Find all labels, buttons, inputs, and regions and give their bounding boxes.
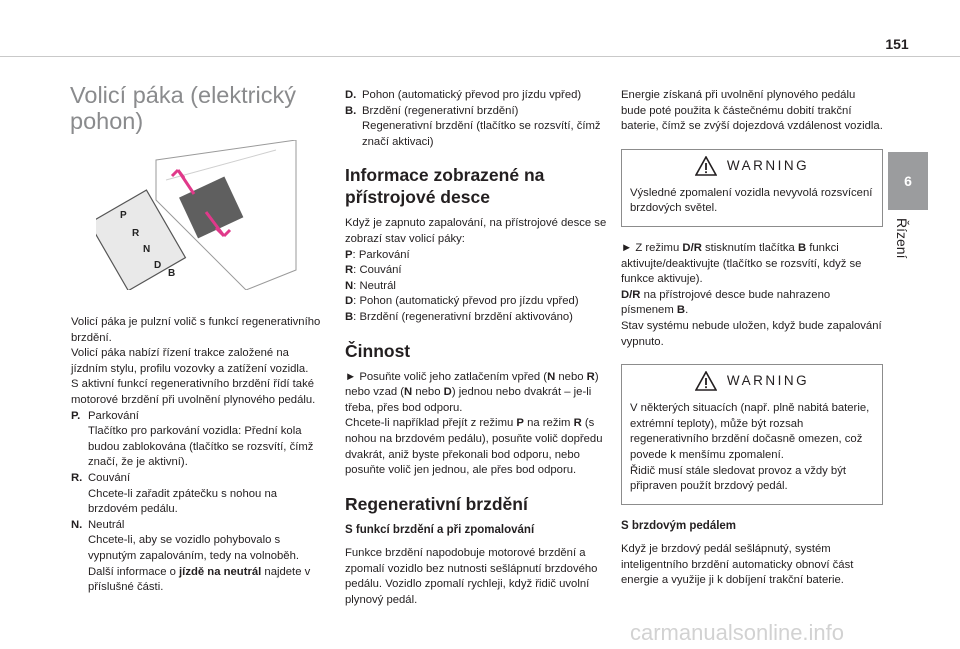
state-d bbox=[345, 294, 607, 310]
regen-text: Funkce brzdění napodobuje motorové brzdění a zpomalí vozidlo bez nutnosti sešlápnutí brzdového pedálu. Vozidlo zpomalí rychleji, když řidič uvolní plynový pedál. bbox=[345, 547, 598, 607]
state-text: : Parkování bbox=[352, 248, 410, 261]
intro-1: Volicí páka je pulzní volič s funkcí regenerativního brzdění. bbox=[71, 316, 321, 344]
state-r bbox=[345, 263, 607, 279]
gear-selector-svg bbox=[96, 140, 306, 290]
item-key: R. bbox=[71, 471, 83, 484]
item-title: Couvání bbox=[88, 471, 131, 484]
label-r: R bbox=[132, 228, 140, 239]
item-key: D. bbox=[345, 89, 357, 101]
subheading-regen: S funkcí brzdění a při zpomalování bbox=[345, 523, 535, 536]
intro-2: Volicí páka nabízí řízení trakce založené na jízdním stylu, profilu vozovky a zatížení vozidla. bbox=[71, 347, 309, 375]
state-text: : Couvání bbox=[353, 264, 402, 277]
more-pre: Další informace o bbox=[88, 565, 180, 578]
state-p bbox=[345, 248, 607, 264]
warning-label: WARNING bbox=[726, 373, 810, 389]
warning-icon bbox=[695, 371, 717, 391]
item-text: Chcete-li zařadit zpátečku s nohou na brzdovém pedálu. bbox=[88, 487, 278, 516]
chapter-label-text: Řízení bbox=[894, 218, 910, 259]
item-b bbox=[345, 104, 607, 151]
warning-header bbox=[630, 371, 874, 391]
warning-text: Výsledné zpomalení vozidla nevyvolá rozsvícení brzdových světel. bbox=[630, 186, 873, 215]
state-key: B bbox=[345, 310, 354, 323]
chapter-label bbox=[894, 216, 924, 296]
intro-3: S aktivní funkcí regenerativního brzdění řídí také motorové brzdění při uvolnění plynového pedálu. bbox=[71, 378, 316, 406]
item-extra: Regenerativní brzdění (tlačítko se rozsvítí, čímž značí aktivaci) bbox=[362, 120, 601, 148]
state-b bbox=[345, 310, 607, 326]
item-text: Chcete-li, aby se vozidlo pohybovalo s vypnutým zapalováním, tedy na volnoběh. bbox=[88, 534, 300, 562]
item-title: Neutrál bbox=[88, 518, 125, 531]
watermark: carmanualsonline.info bbox=[630, 620, 845, 645]
heading-info: Informace zobrazené na přístrojové desce bbox=[345, 165, 545, 208]
state-key: N bbox=[345, 279, 354, 292]
warning-header bbox=[630, 156, 874, 176]
heading-action: Činnost bbox=[345, 340, 411, 361]
info-intro: Když je zapnuto zapalování, na přístrojové desce se zobrazí stav volicí páky: bbox=[345, 217, 607, 245]
column-2 bbox=[345, 88, 607, 609]
energy-text: Energie získaná při uvolnění plynového pedálu bude poté použita k částečnému dobití trakční baterie, čímž se zvýší dojezdová vzdálenost vozidla. bbox=[621, 89, 883, 133]
state-key: R bbox=[345, 264, 354, 277]
state-text: : Brzdění (regenerativní brzdění aktivováno) bbox=[353, 310, 573, 323]
warning-text-2: Řidič musí stále sledovat provoz a vždy být připraven použít brzdový pedál. bbox=[630, 464, 846, 493]
item-title: Parkování bbox=[88, 409, 139, 422]
heading-regen: Regenerativní brzdění bbox=[345, 493, 528, 514]
item-r bbox=[71, 471, 326, 518]
state-saved-text: Stav systému nebude uložen, když bude zapalování vypnuto. bbox=[621, 319, 882, 348]
dr-text: ► Z režimu D/R stisknutím tlačítka B funkci aktivujte/deaktivujte (tlačítko se rozsvítí, když se funkce aktivuje). bbox=[621, 241, 862, 286]
label-p: P bbox=[120, 210, 127, 221]
state-n bbox=[345, 279, 607, 295]
column-1 bbox=[71, 315, 326, 596]
pedal-text: Když je brzdový pedál sešlápnutý, systém inteligentního brzdění automaticky obnoví část energie a využije ji k dobíjení trakční baterie. bbox=[621, 543, 854, 587]
column-3 bbox=[621, 88, 883, 589]
state-text: : Pohon (automatický převod pro jízdu vpřed) bbox=[353, 295, 579, 308]
header-rule bbox=[0, 56, 960, 57]
state-key: P bbox=[345, 248, 353, 261]
item-key: P. bbox=[71, 409, 81, 422]
chapter-tab[interactable]: 6 bbox=[888, 152, 928, 210]
label-n: N bbox=[143, 244, 151, 255]
more-link[interactable]: jízdě na neutrál bbox=[179, 565, 262, 578]
warning-box-2 bbox=[621, 364, 883, 505]
page-number: 151 bbox=[885, 36, 909, 52]
heading-pedal: S brzdovým pedálem bbox=[621, 519, 737, 532]
item-text: Brzdění (regenerativní brzdění) bbox=[362, 104, 519, 117]
gear-selector-illustration bbox=[96, 140, 306, 290]
action-text: ► Posuňte volič jeho zatlačením vpřed (N nebo R) nebo vzad (N nebo D) jednou nebo dvakrát – je-li třeba, přes bod odporu. bbox=[345, 370, 599, 414]
more-post: najdete v příslušné části. bbox=[88, 565, 311, 594]
item-key: N. bbox=[71, 518, 83, 531]
warning-box-1 bbox=[621, 149, 883, 227]
page-title: Volicí páka (elektrický pohon) bbox=[70, 82, 296, 134]
dr2-text: D/R na přístrojové desce bude nahrazeno písmenem B. bbox=[621, 288, 831, 317]
item-key: B. bbox=[345, 104, 357, 117]
item-text: Pohon (automatický převod pro jízdu vpřed) bbox=[362, 89, 582, 101]
state-key: D bbox=[345, 295, 354, 308]
item-text: Tlačítko pro parkování vozidla: Přední kola budou zablokována (tlačítko se rozsvítí, čímž značí, že je aktivní). bbox=[88, 425, 314, 469]
label-b: B bbox=[168, 268, 176, 279]
example-text: Chcete-li například přejít z režimu P na režim R (s nohou na brzdovém pedálu), posuňte volič dopředu dvakrát, aniž byste překonali bod odporu, nebo posuňte volič jen jednou, ale přes bod odporu. bbox=[345, 417, 603, 477]
item-d bbox=[345, 88, 607, 104]
item-n bbox=[71, 518, 326, 596]
state-text: : Neutrál bbox=[353, 279, 396, 292]
label-d: D bbox=[154, 260, 162, 271]
warning-label: WARNING bbox=[726, 157, 810, 173]
warning-text: V některých situacích (např. plně nabitá baterie, extrémní teploty), může být rozsah regenerativního brzdění dočasně omezen, což povede k menšímu zpomalení. bbox=[630, 402, 870, 461]
item-p bbox=[71, 409, 326, 471]
more-info bbox=[88, 566, 310, 594]
warning-icon bbox=[695, 156, 717, 176]
